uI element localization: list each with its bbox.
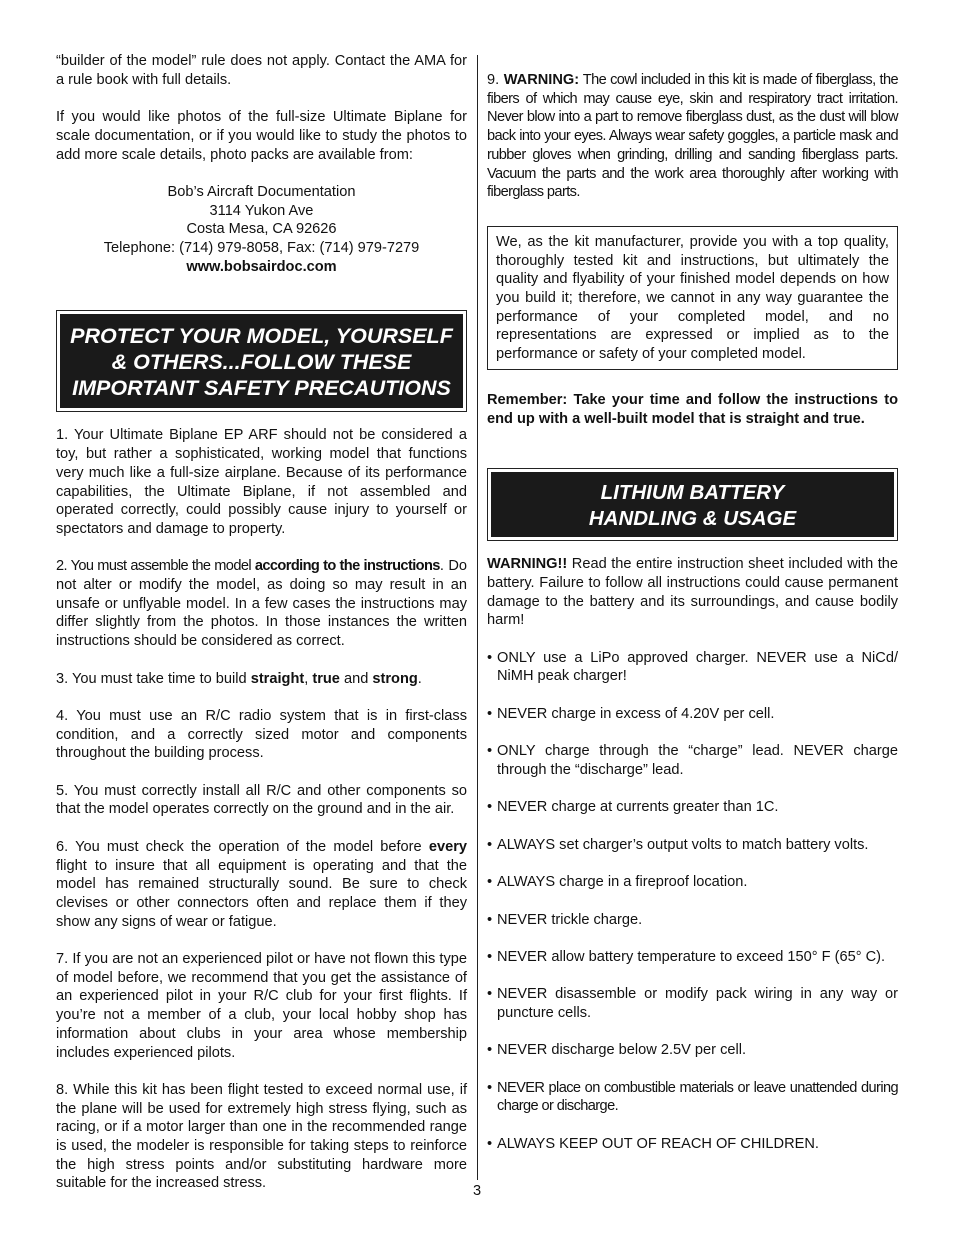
safety-heading [60, 314, 463, 408]
safety-item-2-post: . Do not alter or modify the model, as doing so may result in an unsafe or unflyable model. In a few cases the instructions may differ slightly from the photos. In those instances the written instructions should be considered as correct. [56, 558, 467, 650]
battery-heading-box [487, 468, 898, 541]
battery-rules-list [487, 649, 898, 1154]
address-city: Costa Mesa, CA 92626 [186, 221, 337, 238]
safety-heading-line-1: PROTECT YOUR MODEL, YOURSELF [70, 324, 453, 349]
safety-item-3-true: true [312, 670, 340, 687]
page-number: 3 [472, 1183, 482, 1199]
safety-item-2-pre: 2. You must assemble the model [56, 558, 255, 575]
list-item: • NEVER place on combustible materials or leave unattended during charge or discharge. [487, 1079, 898, 1116]
list-item: • ALWAYS set charger’s output volts to match battery volts. [487, 836, 898, 855]
safety-item-2 [56, 557, 467, 651]
manufacturer-notice-box [487, 226, 898, 370]
safety-item-4: 4. You must use an R/C radio system that is in first-class condition, and a correctly sized motor and components throughout the building process. [56, 707, 467, 762]
safety-item-3-sep-2: and [339, 670, 373, 687]
battery-warning [487, 555, 898, 630]
safety-item-1: 1. Your Ultimate Biplane EP ARF should not be considered a toy, but rather a sophisticated, working model that functions very much like a full-size airplane. Because of its performance capabilities, the Ultimate Biplane, if not assembled and operated correctly, could possibly cause injury to yourself or spectators and damage to property. [56, 427, 467, 537]
safety-item-6 [56, 838, 467, 932]
safety-item-3-strong: strong [372, 670, 418, 687]
address-website: www.bobsairdoc.com [186, 258, 337, 275]
list-item: • ALWAYS KEEP OUT OF REACH OF CHILDREN. [487, 1135, 898, 1154]
list-item: • NEVER allow battery temperature to exceed 150° F (65° C). [487, 948, 898, 967]
remember-note: Remember: Take your time and follow the instructions to end up with a well-built model that is straight and true. [487, 391, 898, 427]
safety-item-9-bold: WARNING: [503, 72, 580, 88]
address-phone: Telephone: (714) 979-8058, Fax: (714) 979-7279 [103, 240, 420, 256]
safety-item-8: 8. While this kit has been flight tested to exceed normal use, if the plane will be used for extremely high stress flying, such as racing, or if a motor larger than one in the recommended range is used, the modeler is responsible for taking steps to reinforce the high stress points and/or substituting hardware more suitable for the increased stress. [56, 1081, 467, 1192]
battery-heading-line-1: LITHIUM BATTERY [600, 481, 785, 505]
battery-warning-bold: WARNING!! [487, 556, 568, 573]
list-item: • ONLY charge through the “charge” lead. NEVER charge through the “discharge” lead. [487, 742, 898, 779]
photo-pack-paragraph: If you would like photos of the full-size Ultimate Biplane for scale documentation, or if you would like to study the photos to add more scale details, photo packs are available from: [56, 109, 467, 163]
safety-item-3-post: . [417, 670, 422, 687]
list-item: • NEVER charge in excess of 4.20V per cell. [487, 705, 898, 724]
list-item: • NEVER charge at currents greater than 1C. [487, 798, 898, 817]
battery-heading-line-2: HANDLING & USAGE [588, 507, 797, 531]
safety-item-9-num: 9. [487, 72, 504, 88]
safety-item-2-bold: according to the instructions [254, 558, 440, 575]
left-column [56, 52, 467, 1193]
safety-heading-line-3: IMPORTANT SAFETY PRECAUTIONS [72, 376, 451, 401]
safety-item-3 [56, 670, 467, 689]
safety-item-9 [487, 71, 898, 202]
address-name: Bob’s Aircraft Documentation [167, 183, 356, 200]
safety-item-3-pre: 3. You must take time to build [56, 670, 251, 687]
safety-item-9-post: The cowl included in this kit is made of fiberglass, the fibers of which may cause eye, skin and respiratory tract irritation. Never blow into a part to remove fiberglass dust, as the dust will blow back into your eyes. Always wear safety goggles, a particle mask and rubber gloves when grinding, drilling and sanding fiberglass parts. Vacuum the parts and the work area thoroughly after working with fiberglass parts. [487, 72, 898, 201]
safety-item-6-post: flight to insure that all equipment is operating and that the model has remained structurally sound. Be sure to check clevises or other connectors often and replace them if they show any signs of wear or fatigue. [56, 857, 467, 930]
list-item: • ALWAYS charge in a fireproof location. [487, 873, 898, 892]
intro-paragraph: “builder of the model” rule does not apply. Contact the AMA for a rule book with full details. [56, 53, 467, 88]
battery-warning-text: Read the entire instruction sheet included with the battery. Failure to follow all instructions could cause permanent damage to the battery and its surroundings, and cause bodily harm! [487, 556, 898, 629]
manufacturer-notice: We, as the kit manufacturer, provide you with a top quality, thoroughly tested kit and instructions, but ultimately the quality and flyability of your finished model depends on how you build it; therefore, we cannot in any way guarantee the performance of your completed model, and no representations are expressed or implied as to the performance or safety of your completed model. [496, 233, 889, 363]
address-block [56, 183, 467, 277]
address-street: 3114 Yukon Ave [209, 202, 314, 219]
safety-item-5: 5. You must correctly install all R/C and other components so that the model operates correctly on the ground and in the air. [56, 782, 467, 818]
safety-item-3-sep-1: , [304, 670, 313, 687]
safety-item-6-bold: every [428, 838, 467, 855]
column-divider [477, 55, 478, 1180]
safety-item-6-pre: 6. You must check the operation of the model before [56, 838, 429, 855]
safety-heading-box [56, 310, 467, 412]
safety-item-3-straight: straight [250, 670, 305, 687]
safety-heading-line-2: & OTHERS...FOLLOW THESE [111, 350, 412, 375]
list-item: • NEVER discharge below 2.5V per cell. [487, 1041, 898, 1060]
right-column [487, 71, 898, 1172]
battery-heading [491, 472, 894, 537]
list-item: • ONLY use a LiPo approved charger. NEVER use a NiCd/ NiMH peak charger! [487, 649, 898, 686]
list-item: • NEVER disassemble or modify pack wiring in any way or puncture cells. [487, 985, 898, 1022]
safety-item-7: 7. If you are not an experienced pilot or have not flown this type of model before, we recommend that you get the assistance of an experienced pilot in your R/C club for your first flights. If you’re not a member of a club, your local hobby shop has information about clubs in your area whose membership includes experienced pilots. [56, 951, 467, 1061]
list-item: • NEVER trickle charge. [487, 911, 898, 930]
